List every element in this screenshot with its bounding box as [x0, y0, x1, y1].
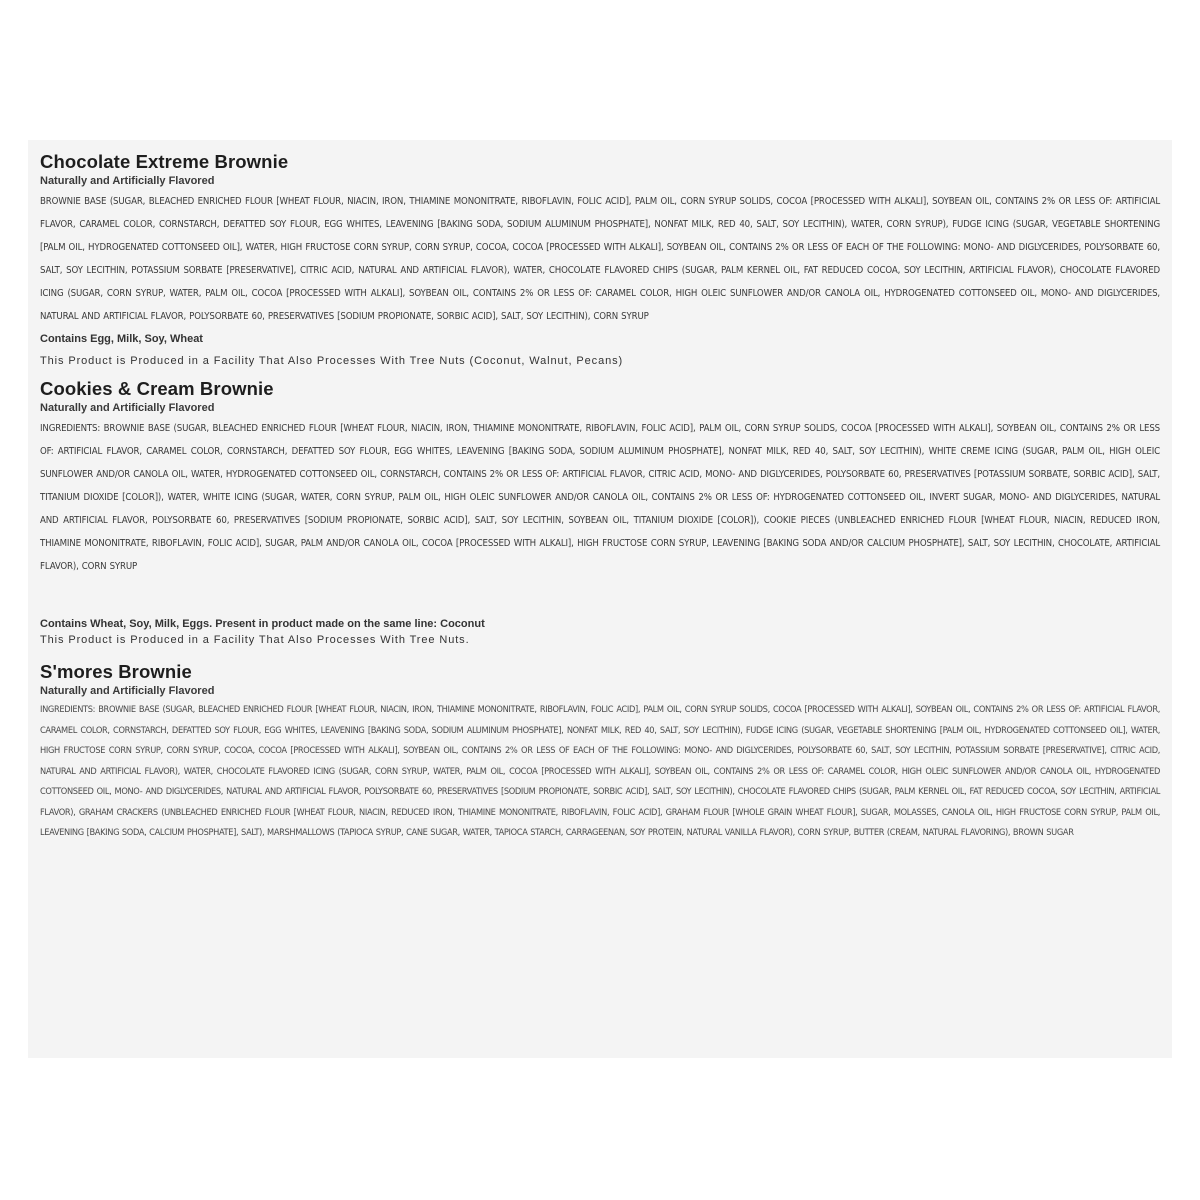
allergen-statement: Contains Egg, Milk, Soy, Wheat — [40, 333, 203, 345]
flavor-note: Naturally and Artificially Flavored — [40, 685, 215, 697]
product-name: S'mores Brownie — [40, 661, 192, 682]
product-smores — [40, 660, 1160, 844]
label-panel — [28, 140, 1172, 1058]
product-name: Chocolate Extreme Brownie — [40, 151, 289, 172]
ingredients-list: INGREDIENTS: BROWNIE BASE (SUGAR, BLEACHED ENRICHED FLOUR [WHEAT FLOUR, NIACIN, IRON, THIAMINE MONONITRATE, RIBOFLAVIN, FOLIC ACID], PALM OIL, CORN SYRUP SOLIDS, COCOA [PROCESSED WITH ALKALI], SOYBEAN OIL, CONTAINS 2% OR LESS OF: ARTIFICIAL FLAVOR, CARAMEL COLOR, CORNSTARCH, DEFATTED SOY FLOUR, EGG WHITES, LEAVENING [BAKING SODA, SODIUM ALUMINUM PHOSPHATE], NONFAT MILK, RED 40, SALT, SOY LECITHIN), WHITE CREME ICING (SUGAR, PALM OIL, HIGH OLEIC SUNFLOWER AND/OR CANOLA OIL, WATER, HYDROGENATED COTTONSEED OIL, CORNSTARCH, CONTAINS 2% OR LESS OF: ARTIFICIAL FLAVOR, CITRIC ACID, MONO- AND DIGLYCERIDES, POLYSORBATE 60, PRESERVATIVES [POTASSIUM SORBATE, SORBIC ACID], SALT, TITANIUM DIOXIDE [COLOR]), WATER, WHITE ICING (SUGAR, WATER, CORN SYRUP, PALM OIL, HIGH OLEIC SUNFLOWER AND/OR CANOLA OIL, CONTAINS 2% OR LESS OF: HYDROGENATED COTTONSEED OIL, INVERT SUGAR, MONO- AND DIGLYCERIDES, NATURAL AND ARTIFICIAL FLAVOR, POLYSORBATE 60, PRESERVATIVES [SODIUM PROPIONATE, SORBIC ACID], SALT, SOY LECITHIN, SOYBEAN OIL, TITANIUM DIOXIDE [COLOR]), COOKIE PIECES (UNBLEACHED ENRICHED FLOUR [WHEAT FLOUR, NIACIN, REDUCED IRON, THIAMINE MONONITRATE, RIBOFLAVIN, FOLIC ACID], SUGAR, PALM AND/OR CANOLA OIL, COCOA [PROCESSED WITH ALKALI], HIGH FRUCTOSE CORN SYRUP, LEAVENING [BAKING SODA AND/OR CALCIUM PHOSPHATE], SALT, SOY LECITHIN, CHOCOLATE, ARTIFICIAL FLAVOR), CORN SYRUP — [40, 423, 1160, 572]
flavor-note: Naturally and Artificially Flavored — [40, 175, 215, 187]
product-cookies-cream — [40, 377, 1160, 648]
facility-statement: This Product is Produced in a Facility That Also Processes With Tree Nuts. — [40, 634, 470, 646]
allergen-statement: Contains Wheat, Soy, Milk, Eggs. Present in product made on the same line: Coconut — [40, 618, 485, 630]
product-name: Cookies & Cream Brownie — [40, 378, 274, 399]
ingredients-list: BROWNIE BASE (SUGAR, BLEACHED ENRICHED FLOUR [WHEAT FLOUR, NIACIN, IRON, THIAMINE MONONITRATE, RIBOFLAVIN, FOLIC ACID], PALM OIL, CORN SYRUP SOLIDS, COCOA [PROCESSED WITH ALKALI], SOYBEAN OIL, CONTAINS 2% OR LESS OF: ARTIFICIAL FLAVOR, CARAMEL COLOR, CORNSTARCH, DEFATTED SOY FLOUR, EGG WHITES, LEAVENING [BAKING SODA, SODIUM ALUMINUM PHOSPHATE], NONFAT MILK, RED 40, SALT, SOY LECITHIN), WATER, CORN SYRUP), FUDGE ICING (SUGAR, VEGETABLE SHORTENING [PALM OIL, HYDROGENATED COTTONSEED OIL], WATER, HIGH FRUCTOSE CORN SYRUP, CORN SYRUP, COCOA, COCOA [PROCESSED WITH ALKALI], SOYBEAN OIL, CONTAINS 2% OR LESS OF EACH OF THE FOLLOWING: MONO- AND DIGLYCERIDES, POLYSORBATE 60, SALT, SOY LECITHIN, POTASSIUM SORBATE [PRESERVATIVE], CITRIC ACID, NATURAL AND ARTIFICIAL FLAVOR), WATER, CHOCOLATE FLAVORED CHIPS (SUGAR, PALM KERNEL OIL, FAT REDUCED COCOA, SOY LECITHIN, ARTIFICIAL FLAVOR), CHOCOLATE FLAVORED ICING (SUGAR, CORN SYRUP, WATER, PALM OIL, COCOA [PROCESSED WITH ALKALI], SOYBEAN OIL, CONTAINS 2% OR LESS OF: CARAMEL COLOR, HIGH OLEIC SUNFLOWER AND/OR CANOLA OIL, HYDROGENATED COTTONSEED OIL, MONO- AND DIGLYCERIDES, NATURAL AND ARTIFICIAL FLAVOR, POLYSORBATE 60, PRESERVATIVES [SODIUM PROPIONATE, SORBIC ACID], SALT, SOY LECITHIN), CORN SYRUP — [40, 196, 1160, 322]
ingredients-list: INGREDIENTS: BROWNIE BASE (SUGAR, BLEACHED ENRICHED FLOUR [WHEAT FLOUR, NIACIN, IRON, THIAMINE MONONITRATE, RIBOFLAVIN, FOLIC ACID], PALM OIL, CORN SYRUP SOLIDS, COCOA [PROCESSED WITH ALKALI], SOYBEAN OIL, CONTAINS 2% OR LESS OF: ARTIFICIAL FLAVOR, CARAMEL COLOR, CORNSTARCH, DEFATTED SOY FLOUR, EGG WHITES, LEAVENING [BAKING SODA, SODIUM ALUMINUM PHOSPHATE], NONFAT MILK, RED 40, SALT, SOY LECITHIN), FUDGE ICING (SUGAR, VEGETABLE SHORTENING [PALM OIL, HYDROGENATED COTTONSEED OIL], WATER, HIGH FRUCTOSE CORN SYRUP, CORN SYRUP, COCOA, COCOA [PROCESSED WITH ALKALI], SOYBEAN OIL, CONTAINS 2% OR LESS OF EACH OF THE FOLLOWING: MONO- AND DIGLYCERIDES, POLYSORBATE 60, SALT, SOY LECITHIN, POTASSIUM SORBATE [PRESERVATIVE], CITRIC ACID, NATURAL AND ARTIFICIAL FLAVOR), WATER, CHOCOLATE FLAVORED ICING (SUGAR, CORN SYRUP, WATER, PALM OIL, COCOA [PROCESSED WITH ALKALI], SOYBEAN OIL, CONTAINS 2% OR LESS OF: CARAMEL COLOR, HIGH OLEIC SUNFLOWER AND/OR CANOLA OIL, HYDROGENATED COTTONSEED OIL, MONO- AND DIGLYCERIDES, NATURAL AND ARTIFICIAL FLAVOR, POLYSORBATE 60, PRESERVATIVES [SODIUM PROPIONATE, SORBIC ACID], SALT, SOY LECITHIN), CHOCOLATE FLAVORED CHIPS (SUGAR, PALM KERNEL OIL, FAT REDUCED COCOA, SOY LECITHIN, ARTIFICIAL FLAVOR), GRAHAM CRACKERS (UNBLEACHED ENRICHED FLOUR [WHEAT FLOUR, NIACIN, REDUCED IRON, THIAMINE MONONITRATE, RIBOFLAVIN, FOLIC ACID], GRAHAM FLOUR [WHOLE GRAIN WHEAT FLOUR], SUGAR, MOLASSES, CANOLA OIL, HIGH FRUCTOSE CORN SYRUP, PALM OIL, LEAVENING [BAKING SODA, CALCIUM PHOSPHATE], SALT), MARSHMALLOWS (TAPIOCA SYRUP, CANE SUGAR, WATER, TAPIOCA STARCH, CARRAGEENAN, SOY PROTEIN, NATURAL VANILLA FLAVOR), CORN SYRUP, BUTTER (CREAM, NATURAL FLAVORING), BROWN SUGAR — [40, 704, 1160, 838]
product-chocolate-extreme — [40, 150, 1160, 369]
flavor-note: Naturally and Artificially Flavored — [40, 402, 215, 414]
facility-statement: This Product is Produced in a Facility That Also Processes With Tree Nuts (Coconut, Walnut, Pecans) — [40, 355, 624, 367]
